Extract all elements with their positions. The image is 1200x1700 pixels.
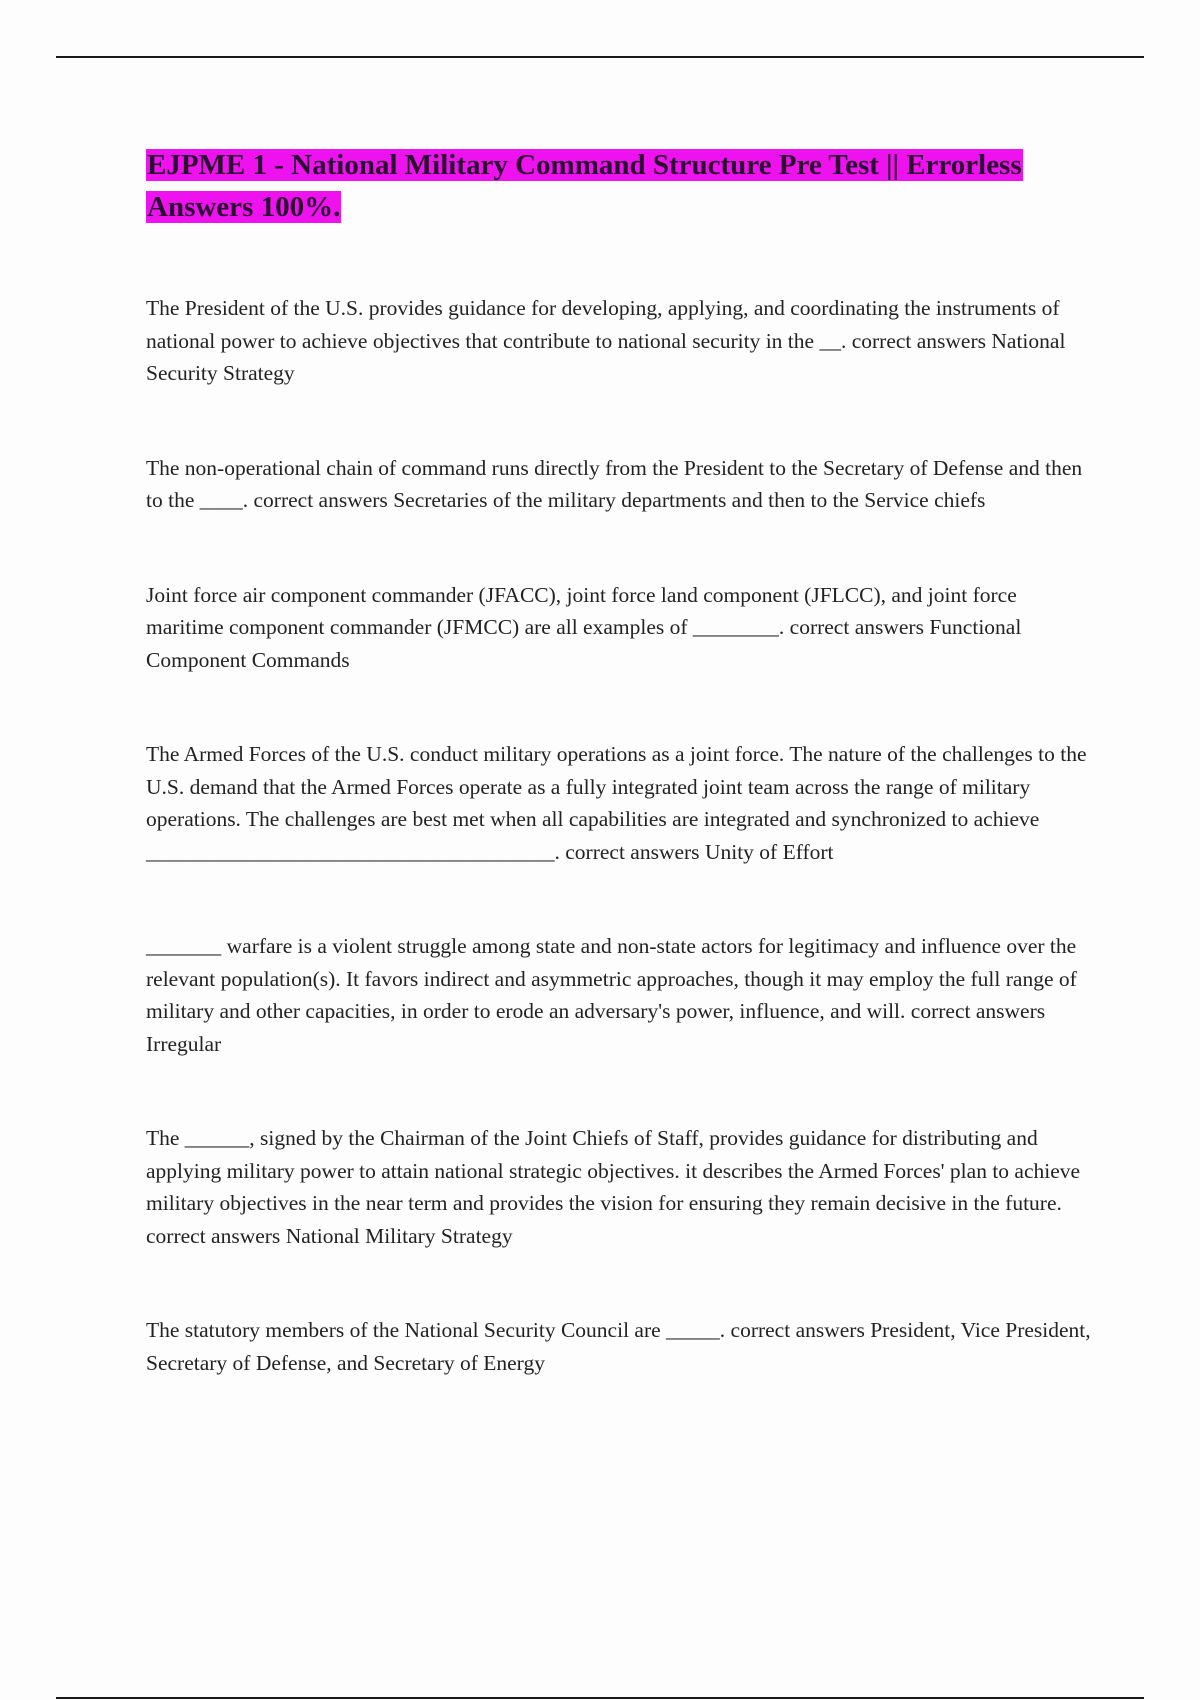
question-text: The statutory members of the National Security Council are _____. xyxy=(146,1318,726,1342)
question-text: The President of the U.S. provides guidance for developing, applying, and coordinating the instruments of national power to achieve objectives that contribute to national security in the __. xyxy=(146,296,1060,353)
document-content xyxy=(146,144,1096,1441)
answer-label: correct answers xyxy=(910,999,1046,1023)
answer-label: correct answers xyxy=(565,839,700,864)
document-title xyxy=(146,144,1096,228)
answer-text: President, Vice President, Secretary of Defense, and Secretary of Energy xyxy=(146,1318,1091,1375)
answer-text: Unity of Effort xyxy=(704,839,834,864)
answer-text: National Military Strategy xyxy=(285,1223,513,1248)
answer-label: correct answers xyxy=(851,328,987,353)
answer-text: Secretaries of the military departments and then to the Service chiefs xyxy=(393,488,986,512)
question-text: The Armed Forces of the U.S. conduct military operations as a joint force. The nature of the challenges to the U.S. demand that the Armed Forces operate as a fully integrated joint team across the range of military operations. The challenges are best met when all capabilities are integrated and synchronized to achieve ______________________________________. xyxy=(146,742,1087,864)
footer-rule xyxy=(56,1697,1144,1699)
question-text: _______ warfare is a violent struggle among state and non-state actors for legitimacy and influence over the relevant population(s). It favors indirect and asymmetric approaches, though it may employ the full range of military and other capacities, in order to erode an adversary's power, influence, and will. xyxy=(146,934,1077,1023)
answer-label: correct answers xyxy=(253,488,388,512)
question-text: The non-operational chain of command runs directly from the President to the Secretary of Defense and then to the ____. xyxy=(146,455,1083,512)
answer-label: correct answers xyxy=(146,1223,281,1248)
qa-item xyxy=(146,292,1096,390)
answer-text: National Security Strategy xyxy=(146,328,1066,385)
answer-label: correct answers xyxy=(789,615,924,639)
qa-item xyxy=(146,1122,1096,1252)
answer-text: Functional Component Commands xyxy=(146,615,1022,672)
answer-text: Irregular xyxy=(146,1031,222,1056)
answer-label: correct answers xyxy=(730,1318,865,1342)
title-highlight: EJPME 1 - National Military Command Structure Pre Test || Errorless Answers 100%. xyxy=(147,149,1022,223)
qa-item xyxy=(146,738,1096,868)
qa-item xyxy=(146,579,1096,677)
qa-item xyxy=(146,930,1096,1060)
question-text: Joint force air component commander (JFACC), joint force land component (JFLCC), and joint force maritime component commander (JFMCC) are all examples of ________. xyxy=(146,582,1017,639)
qa-item xyxy=(146,1314,1096,1379)
qa-item xyxy=(146,452,1096,517)
header-rule xyxy=(56,56,1144,58)
question-text: The ______, signed by the Chairman of the Joint Chiefs of Staff, provides guidance for distributing and applying military power to attain national strategic objectives. it describes the Armed Forces' plan to achieve military objectives in the near term and provides the vision for ensuring they remain decisive in the future. xyxy=(146,1126,1081,1215)
